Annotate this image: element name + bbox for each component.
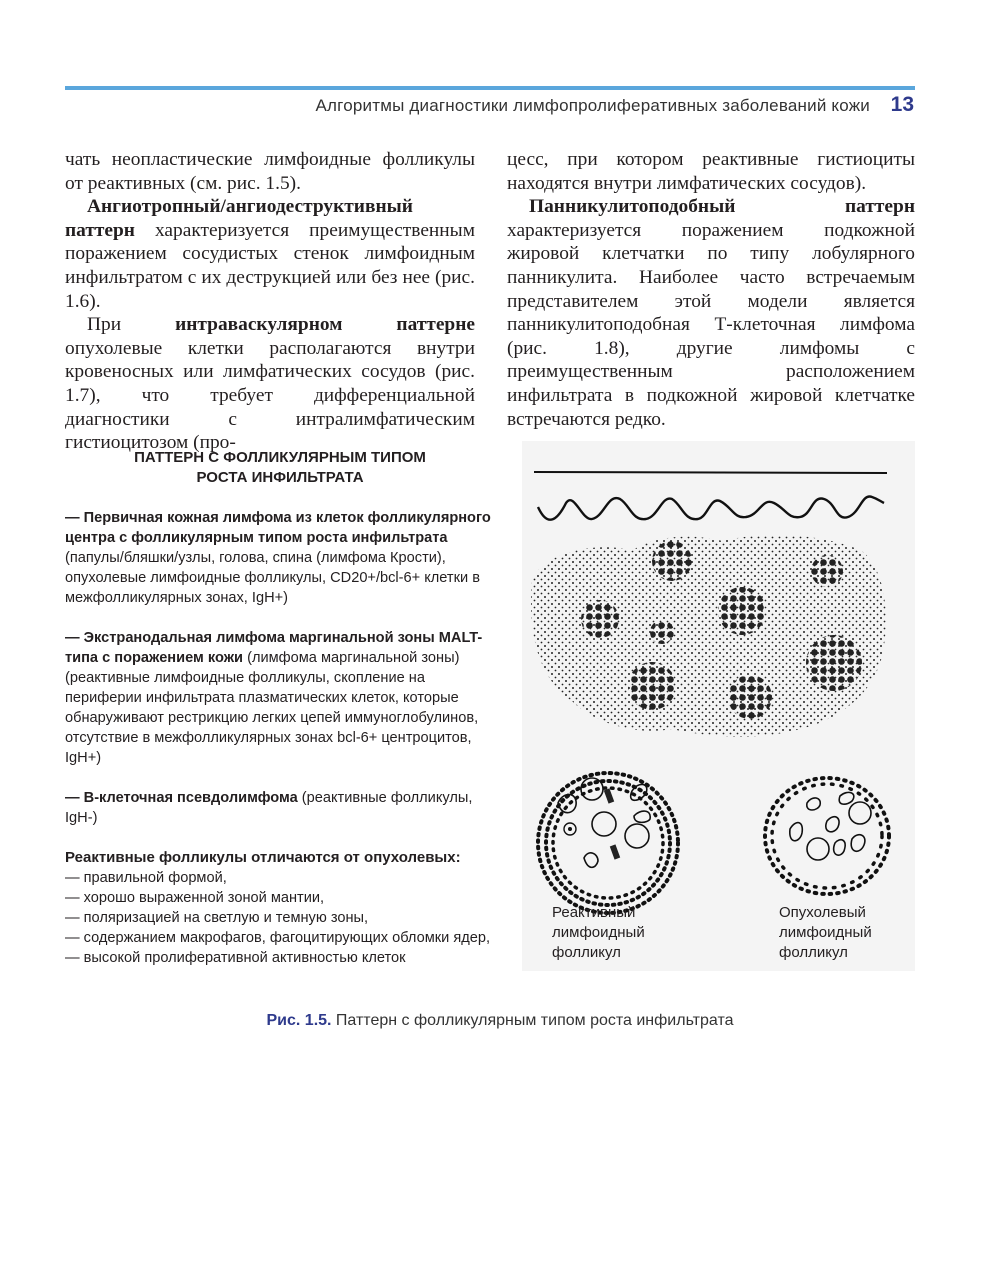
wavy-line xyxy=(538,496,884,519)
list-item: — поляризацией на светлую и темную зоны, xyxy=(65,910,369,926)
label-line: Реактивный xyxy=(552,904,636,921)
paragraph-intravascular xyxy=(65,313,475,455)
paragraph-text: опухолевые клетки располагаются внутри кровеносных или лимфатических сосудов (рис. 1.7), что требует дифференциальной диагностики с интралимфатическим гистиоцитозом (про- xyxy=(65,337,475,454)
list-title: Реактивные фолликулы отличаются от опухолевых: xyxy=(65,849,461,866)
paragraph-text: характеризуется поражением подкожной жировой клетчатки по типу лобулярного панникулита. Наиболее часто встречаемым представителем этой модели является панникулитоподобная Т-клеточная лимфома (рис. 1.8), другие лимфомы с преимущественным расположением инфильтрата в подкожной жировой клетчатке встречаются редко. xyxy=(507,219,915,430)
follicle xyxy=(650,620,674,644)
epidermis-line xyxy=(534,472,887,473)
reactive-follicle xyxy=(538,773,678,913)
item-heading: — Экстранодальная лимфома маргинальной зоны MALT-типа с поражением кожи xyxy=(65,630,483,666)
item-text: (лимфома маргинальной зоны) (реактивные лимфоидные фолликулы, скопление на периферии инфильтрата плазматических клеток, которые обнаруживают рестрикцию легких цепей иммуноглобулинов, отсутствие в межфолликулярных зонах bcl-6+ центроцитов, IgH+) xyxy=(65,650,479,766)
figure-text-panel xyxy=(65,448,495,968)
follicle xyxy=(581,600,619,638)
paragraph-angiotropic xyxy=(65,195,475,313)
label-line: фолликул xyxy=(552,944,621,961)
item-heading: — B-клеточная псевдолимфома xyxy=(65,790,298,806)
tumor-follicle xyxy=(765,778,889,894)
follicle xyxy=(811,555,843,587)
paragraph: чать неопластические лимфоидные фолликулы от реактивных (см. рис. 1.5). xyxy=(65,149,475,194)
term-bold: интраваскулярном паттерне xyxy=(175,314,475,336)
label-line: лимфоидный xyxy=(552,924,645,941)
list-item: — содержанием макрофагов, фагоцитирующих обломки ядер, xyxy=(65,930,491,946)
tumor-follicle-label xyxy=(779,903,872,963)
left-text-column xyxy=(65,148,475,455)
paragraph-panniculitis xyxy=(507,195,915,431)
list-item: — хорошо выраженной зоной мантии, xyxy=(65,890,325,906)
list-item: — высокой пролиферативной активностью клеток xyxy=(65,950,406,966)
follicle xyxy=(652,541,692,581)
running-title: Алгоритмы диагностики лимфопролиферативных заболеваний кожи xyxy=(315,96,870,115)
page-number: 13 xyxy=(890,93,914,116)
term-bold: Ангиотропный/ангиодеструктивный паттерн xyxy=(65,196,413,241)
lymphoma-item xyxy=(65,788,495,828)
caption-text: Паттерн с фолликулярным типом роста инфильтрата xyxy=(331,1012,734,1029)
title-line: РОСТА ИНФИЛЬТРАТА xyxy=(196,469,364,486)
follicle xyxy=(628,662,676,710)
label-line: Опухолевый xyxy=(779,904,866,921)
label-line: лимфоидный xyxy=(779,924,872,941)
caption-number: Рис. 1.5. xyxy=(266,1012,332,1029)
item-text: (папулы/бляшки/узлы, голова, спина (лимфома Крости), опухолевые лимфоидные фолликулы, CD20+/bcl-6+ клетки в межфолликулярных зонах, IgH+) xyxy=(65,550,480,606)
item-heading: — Первичная кожная лимфома из клеток фолликулярного центра с фолликулярным типом роста инфильтрата xyxy=(65,510,491,546)
term-bold: Панникулитоподобный паттерн xyxy=(529,196,915,218)
label-line: фолликул xyxy=(779,944,848,961)
paragraph: цесс, при котором реактивные гистиоциты находятся внутри лимфатических сосудов). xyxy=(507,149,915,194)
header-rule xyxy=(65,86,915,90)
illustration-drawing xyxy=(522,441,915,971)
follicle xyxy=(806,635,862,691)
lymphoma-item xyxy=(65,628,495,768)
right-text-column xyxy=(507,148,915,431)
paragraph-text: При xyxy=(87,314,176,336)
figure-panel-title xyxy=(65,448,495,488)
title-line: ПАТТЕРН С ФОЛЛИКУЛЯРНЫМ ТИПОМ xyxy=(134,449,426,466)
lymphoma-item xyxy=(65,508,495,608)
list-item: — правильной формой, xyxy=(65,870,227,886)
reactive-follicle-label xyxy=(552,903,645,963)
differences-list xyxy=(65,848,495,968)
follicle xyxy=(728,675,772,719)
paragraph-text: характеризуется преимущественным поражением сосудистых стенок лимфоидным инфильтратом с их деструкцией или без нее (рис. 1.6). xyxy=(65,219,475,312)
follicle xyxy=(718,587,766,635)
item-text: (реактивные фолликулы, IgH-) xyxy=(65,790,473,826)
follicle-illustration xyxy=(522,441,915,971)
figure-caption xyxy=(0,1012,1000,1030)
